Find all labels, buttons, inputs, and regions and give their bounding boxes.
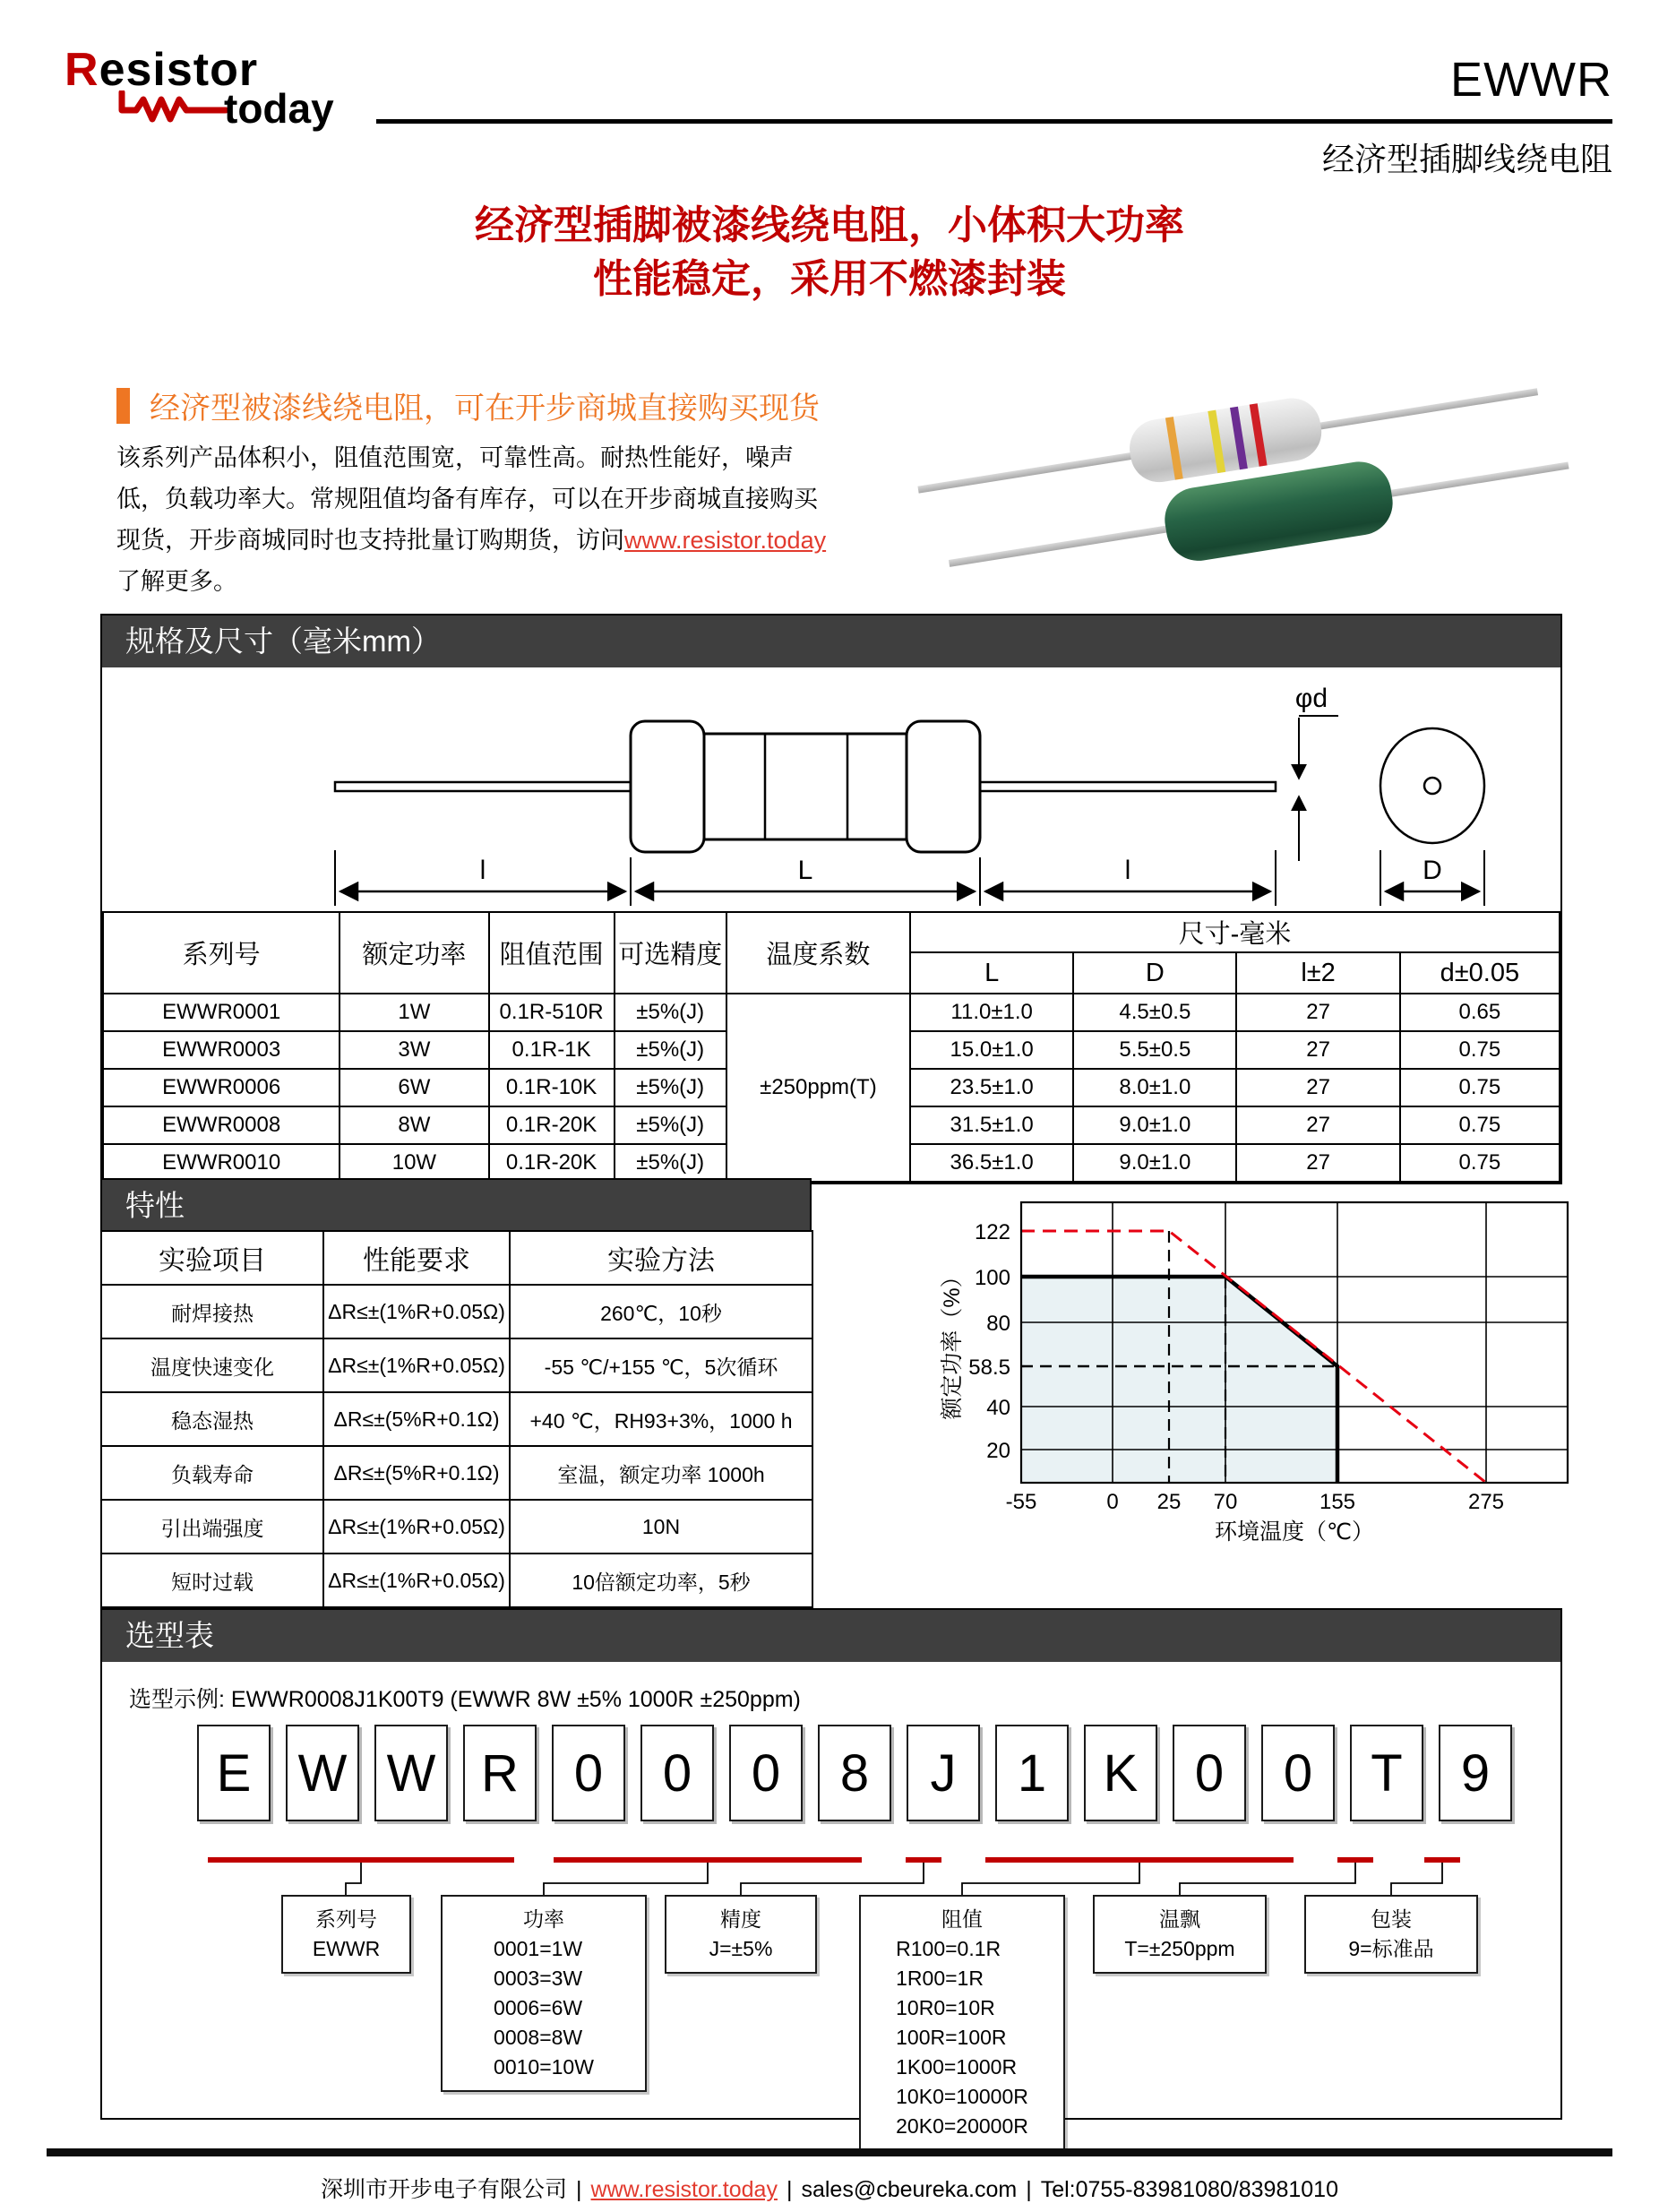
table-row: EWWR0010 10W 0.1R-20K ±5%(J) 36.5±1.0 9.0±1.0 27 0.75 [103,1144,1560,1182]
y-axis-label: 额定功率（%） [940,1265,965,1420]
group-option: 1R00=1R [896,1967,984,1990]
dimension-diagram [228,671,1544,911]
group-option: 10R0=10R [896,1996,995,2019]
part-number-char: 0 [1173,1725,1246,1821]
part-number-char: 0 [552,1725,625,1821]
label-body-length: L [797,856,813,885]
footer-tel: Tel:0755-83981080/83981010 [1040,2177,1338,2202]
group-box-packaging [1304,1895,1478,1974]
x-tick-label: 155 [1319,1490,1356,1514]
y-tick-label: 20 [986,1439,1010,1463]
hero-title [0,199,1659,306]
spec-section [100,614,1562,1184]
group-option: 20K0=20000R [896,2114,1028,2138]
group-box-resistance [859,1895,1065,2151]
label-wire-diameter: φd [1294,684,1328,713]
group-options [494,1934,594,2082]
intro-heading [116,383,820,427]
table-row: 负载寿命 ΔR≤±(5%R+0.1Ω) 室温，额定功率 1000h [101,1446,812,1500]
x-tick-label: 25 [1156,1490,1182,1514]
end-view-wire [1424,778,1440,794]
table-row: EWWR0001 1W 0.1R-510R ±5%(J) ±250ppm(T) 11.0±1.0 4.5±0.5 27 0.65 [103,994,1560,1031]
part-number-char: K [1084,1725,1157,1821]
spec-section-title: 规格及尺寸（毫米mm） [102,615,1560,667]
col-header-power: 额定功率 [340,912,488,994]
group-option: 0006=6W [494,1996,583,2019]
features-section-title: 特性 [100,1178,812,1230]
selection-section [100,1608,1562,2138]
col-header-dim-lead: l±2 [1236,952,1399,994]
col-header-test-item: 实验项目 [101,1231,323,1285]
product-subtitle: 经济型插脚线绕电阻 [1321,141,1612,177]
y-tick-label: 58.5 [968,1356,1010,1380]
col-header-tcr: 温度系数 [726,912,910,994]
table-row: EWWR0003 3W 0.1R-1K ±5%(J) 15.0±1.0 5.5±0.5 27 0.75 [103,1031,1560,1069]
part-number-row [197,1725,1512,1821]
x-tick-label: 0 [1106,1490,1119,1514]
selection-example: 选型示例: EWWR0008J1K00T9 (EWWR 8W ±5% 1000R ±250ppm) [129,1687,801,1712]
part-number-char: 9 [1439,1725,1512,1821]
col-header-requirement: 性能要求 [323,1231,510,1285]
col-header-dim-L: L [910,952,1073,994]
footer-text: 深圳市开步电子有限公司 | www.resistor.today | sales@cbeureka.com | Tel:0755-83981080/83981010 [321,2177,1338,2202]
selection-section-title: 选型表 [102,1610,1560,1662]
col-header-tolerance: 可选精度 [615,912,726,994]
intro-paragraph: 该系列产品体积小，阻值范围宽，可靠性高。耐热性能好，噪声低，负载功率大。常规阻值均备有库存，可以在开步商城直接购买现货，开步商城同时也支持批量订购期货，访问www.resistor.today了解更多。 [116,444,827,595]
logo-wordmark-today: today [224,85,334,132]
group-options [709,1934,773,1964]
x-tick-label: 70 [1213,1490,1238,1514]
group-option: R100=0.1R [896,1937,1001,1960]
x-axis-label: 环境温度（℃） [1214,1519,1375,1543]
group-label: 精度 [720,1907,761,1931]
derating-curve-chart [936,1183,1599,1543]
y-tick-label: 80 [986,1312,1010,1336]
table-row: 稳态湿热 ΔR≤±(5%R+0.1Ω) +40 ℃，RH93+3%，1000 h [101,1392,812,1446]
footer-rule [47,2148,1612,2156]
label-lead-left: l [479,856,486,885]
footer-website-link[interactable]: www.resistor.today [590,2177,778,2202]
group-options [896,1934,1028,2141]
part-number-char: 8 [818,1725,891,1821]
x-tick-label: 275 [1467,1490,1505,1514]
group-options [1124,1934,1234,1964]
lead-left [335,782,631,791]
group-label: 阻值 [941,1907,983,1931]
group-option: 0001=1W [494,1937,583,1960]
end-cap-right [907,721,980,852]
part-number-char: 0 [1261,1725,1335,1821]
table-row: 耐焊接热 ΔR≤±(1%R+0.05Ω) 260℃，10秒 [101,1285,812,1338]
group-option: EWWR [312,1937,381,1960]
group-label: 系列号 [315,1907,377,1931]
table-row: EWWR0008 8W 0.1R-20K ±5%(J) 31.5±1.0 9.0±1.0 27 0.75 [103,1106,1560,1144]
group-box-series [281,1895,411,1974]
group-label: 温飘 [1159,1907,1200,1931]
product-code: EWWR [1450,53,1612,107]
resistor-today-link[interactable]: www.resistor.today [624,527,827,554]
part-number-char: J [907,1725,980,1821]
footer-email: sales@cbeureka.com [801,2177,1018,2202]
group-option: 0003=3W [494,1967,583,1990]
group-box-power [441,1895,647,2092]
part-number-char: T [1350,1725,1423,1821]
lead-right [980,782,1276,791]
col-header-dim-D: D [1073,952,1236,994]
tcr-value-cell: ±250ppm(T) [726,994,910,1182]
group-options [1348,1934,1433,1964]
logo-initial: R [64,44,99,96]
intro-heading-text: 经济型被漆线绕电阻，可在开步商城直接购买现货 [150,392,820,426]
table-row: 温度快速变化 ΔR≤±(1%R+0.05Ω) -55 ℃/+155 ℃，5次循环 [101,1338,812,1392]
group-box-tolerance [665,1895,817,1974]
group-option: J=±5% [709,1937,773,1960]
product-photo [896,348,1586,585]
part-number-char: R [463,1725,537,1821]
y-tick-label: 40 [986,1396,1010,1420]
hero-title-line1: 经济型插脚被漆线绕电阻，小体积大功率 [475,203,1184,247]
header-rule [376,119,1612,124]
col-header-dimensions: 尺寸-毫米 [910,912,1560,952]
spec-table [102,911,1560,1183]
group-option: 0008=8W [494,2026,583,2049]
part-number-char: W [286,1725,359,1821]
label-body-diameter: D [1423,856,1442,885]
y-tick-label: 100 [974,1266,1010,1290]
body-middle [704,734,907,839]
col-header-method: 实验方法 [510,1231,812,1285]
orange-bar-icon [116,388,130,424]
logo-wordmark-resistor: Resistor [64,44,259,96]
features-section [100,1178,813,1608]
group-option: 10K0=10000R [896,2085,1028,2108]
part-number-char: 0 [640,1725,714,1821]
part-number-char: W [374,1725,448,1821]
table-row: EWWR0006 6W 0.1R-10K ±5%(J) 23.5±1.0 8.0±1.0 27 0.75 [103,1069,1560,1106]
part-number-char: E [197,1725,271,1821]
group-label: 包装 [1371,1907,1412,1931]
group-options [313,1934,380,1964]
hero-title-line2: 性能稳定，采用不燃漆封装 [593,257,1066,301]
part-number-char: 0 [729,1725,803,1821]
table-row: 引出端强度 ΔR≤±(1%R+0.05Ω) 10N [101,1500,812,1554]
group-option: 1K00=1000R [896,2055,1018,2079]
group-option: 0010=10W [494,2055,594,2079]
end-cap-left [631,721,704,852]
col-header-range: 阻值范围 [489,912,615,994]
group-box-tcr [1093,1895,1267,1974]
footer-company: 深圳市开步电子有限公司 [321,2177,568,2202]
label-lead-right: l [1124,856,1131,885]
group-option: 100R=100R [896,2026,1007,2049]
col-header-series: 系列号 [103,912,340,994]
col-header-dim-wire: d±0.05 [1400,952,1560,994]
resistor-zigzag-icon [116,90,233,126]
part-number-char: 1 [995,1725,1069,1821]
company-logo [64,44,387,132]
y-tick-label: 122 [974,1220,1010,1244]
table-row: 短时过载 ΔR≤±(1%R+0.05Ω) 10倍额定功率，5秒 [101,1554,812,1607]
shaded-operating-region [1021,1277,1337,1483]
x-tick-label: -55 [1005,1490,1037,1514]
group-option: 9=标准品 [1348,1937,1434,1960]
group-option: T=±250ppm [1124,1937,1235,1960]
features-table [100,1230,813,1608]
group-label: 功率 [523,1907,564,1931]
